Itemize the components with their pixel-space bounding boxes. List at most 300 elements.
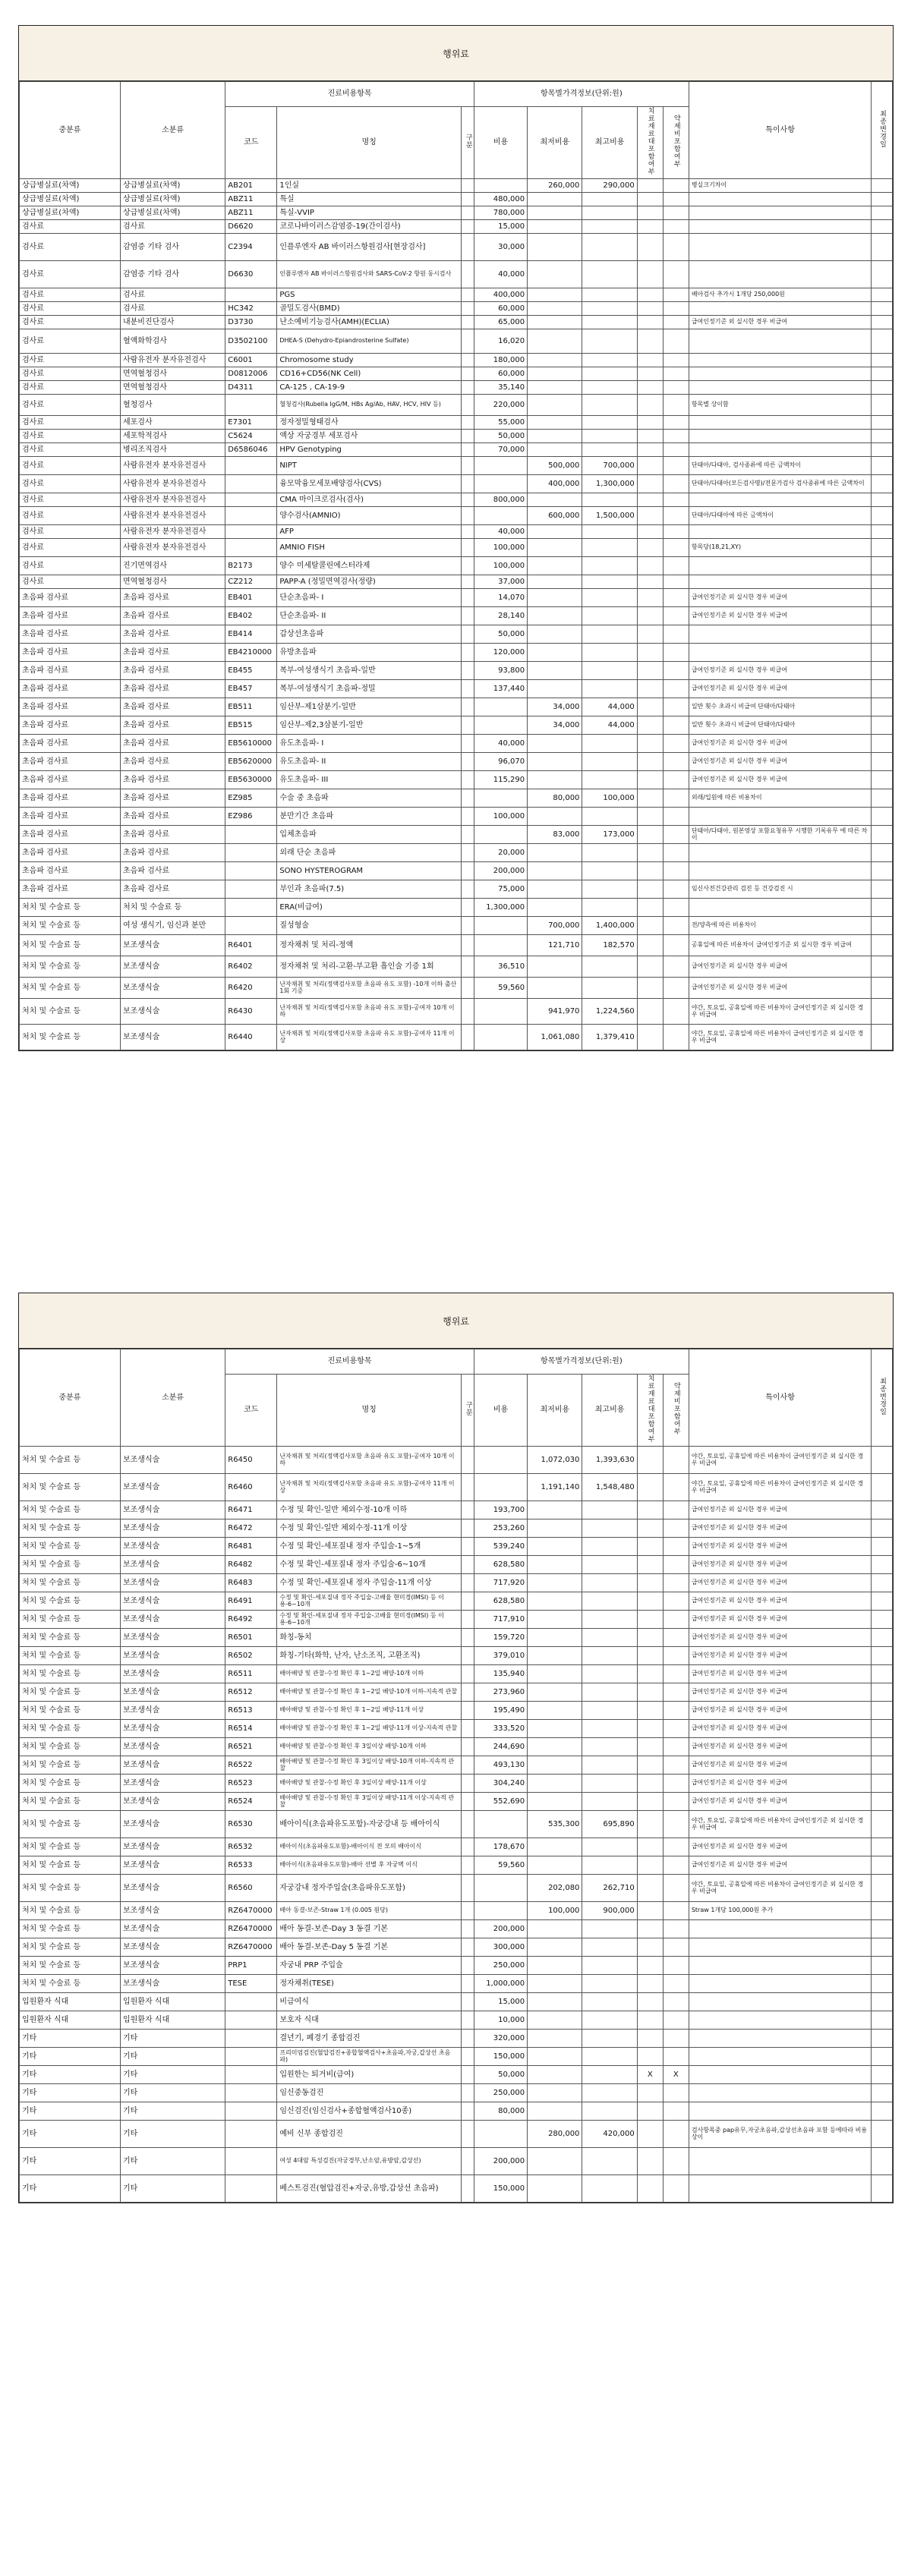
last-change-cell	[872, 1592, 893, 1611]
code-cell	[225, 2148, 277, 2175]
cost-cell: 150,000	[474, 2048, 527, 2066]
treat-incl-cell	[637, 457, 663, 475]
max-cost-cell	[582, 1665, 637, 1683]
max-cost-cell	[582, 844, 637, 862]
header-minor: 소분류	[120, 1349, 225, 1447]
last-change-cell	[872, 1838, 893, 1856]
note-cell: 임신사전건강관리 검진 등 건강검진 시	[689, 880, 871, 899]
max-cost-cell	[582, 771, 637, 789]
header-minor: 소분류	[120, 82, 225, 179]
cost-cell	[474, 1811, 527, 1838]
note-cell: 검사항목중 pap유무,자궁초음파,갑상선초음파 포함 등에따라 비용 상이	[689, 2121, 871, 2148]
note-cell	[689, 354, 871, 367]
major-cell: 초음파 검사료	[20, 607, 121, 625]
cost-cell: 75,000	[474, 880, 527, 899]
major-cell: 상급병실료(차액)	[20, 193, 121, 206]
cost-cell: 1,300,000	[474, 899, 527, 917]
code-cell: EB5610000	[225, 735, 277, 753]
cost-cell	[474, 826, 527, 844]
note-cell	[689, 2011, 871, 2030]
name-cell: 1인실	[277, 179, 462, 193]
max-cost-cell	[582, 443, 637, 457]
drug-incl-cell	[663, 999, 689, 1025]
cost-cell: 220,000	[474, 395, 527, 416]
major-cell: 검사료	[20, 288, 121, 302]
min-cost-cell	[528, 607, 582, 625]
gubun-cell	[461, 1856, 474, 1875]
table-row	[20, 644, 893, 662]
code-cell: CZ212	[225, 575, 277, 589]
drug-incl-cell	[663, 1629, 689, 1647]
treat-incl-cell	[637, 771, 663, 789]
note-cell: 급여인정기준 외 실시한 경우 비급여	[689, 1611, 871, 1629]
max-cost-cell	[582, 644, 637, 662]
note-cell: 공휴일에 따른 비용차이 급여인정기준 외 실시한 경우 비급여	[689, 935, 871, 956]
max-cost-cell	[582, 1501, 637, 1519]
minor-cell: 초음파 검사료	[120, 789, 225, 808]
major-cell: 검사료	[20, 302, 121, 316]
table-row	[20, 525, 893, 539]
cost-cell: 115,290	[474, 771, 527, 789]
table-row	[20, 826, 893, 844]
major-cell: 처치 및 수술료 등	[20, 1519, 121, 1538]
major-cell: 검사료	[20, 493, 121, 507]
last-change-cell	[872, 826, 893, 844]
gubun-cell	[461, 862, 474, 880]
minor-cell: 기타	[120, 2175, 225, 2203]
drug-incl-cell	[663, 899, 689, 917]
cost-cell: 195,490	[474, 1702, 527, 1720]
minor-cell: 보조생식술	[120, 956, 225, 978]
last-change-cell	[872, 1474, 893, 1501]
last-change-cell	[872, 354, 893, 367]
major-cell: 처치 및 수술료 등	[20, 917, 121, 935]
cost-cell: 40,000	[474, 735, 527, 753]
code-cell	[225, 880, 277, 899]
note-cell: 급여인정기준 외 실시한 경우 비급여	[689, 1665, 871, 1683]
note-cell: 야간, 토요일, 공휴일에 따른 비용차이 급여인정기준 외 실시한 경우 비급여	[689, 1447, 871, 1474]
gubun-cell	[461, 1683, 474, 1702]
drug-incl-cell	[663, 1938, 689, 1957]
max-cost-cell	[582, 316, 637, 329]
last-change-cell	[872, 1538, 893, 1556]
drug-incl-cell	[663, 493, 689, 507]
minor-cell: 초음파 검사료	[120, 753, 225, 771]
min-cost-cell	[528, 1775, 582, 1793]
code-cell: RZ6470000	[225, 1920, 277, 1938]
name-cell: 분만기간 초음파	[277, 808, 462, 826]
last-change-cell	[872, 1856, 893, 1875]
gubun-cell	[461, 1025, 474, 1050]
note-cell: 급여인정기준 외 실시한 경우 비급여	[689, 1702, 871, 1720]
code-cell: R6430	[225, 999, 277, 1025]
code-cell: EZ985	[225, 789, 277, 808]
table-row	[20, 302, 893, 316]
code-cell: R6482	[225, 1556, 277, 1574]
major-cell: 처치 및 수술료 등	[20, 1793, 121, 1811]
fee-table-1	[19, 81, 893, 1050]
treat-incl-cell	[637, 899, 663, 917]
minor-cell: 검사료	[120, 302, 225, 316]
note-cell: 급여인정기준 외 실시한 경우 비급여	[689, 1838, 871, 1856]
header-name: 명칭	[277, 1375, 462, 1447]
treat-incl-cell	[637, 644, 663, 662]
note-cell: Straw 1개당 100,000원 추가	[689, 1902, 871, 1920]
table-row	[20, 179, 893, 193]
header-major: 중분류	[20, 82, 121, 179]
code-cell	[225, 1993, 277, 2011]
last-change-cell	[872, 956, 893, 978]
treat-incl-cell	[637, 826, 663, 844]
drug-incl-cell	[663, 1756, 689, 1775]
major-cell: 검사료	[20, 220, 121, 234]
table-row	[20, 557, 893, 575]
treat-incl-cell	[637, 1993, 663, 2011]
major-cell: 처치 및 수술료 등	[20, 1811, 121, 1838]
drug-incl-cell	[663, 443, 689, 457]
table-row	[20, 1683, 893, 1702]
cost-cell: 250,000	[474, 1957, 527, 1975]
treat-incl-cell	[637, 557, 663, 575]
code-cell: C2394	[225, 234, 277, 261]
table-row	[20, 493, 893, 507]
treat-incl-cell	[637, 575, 663, 589]
last-change-cell	[872, 1629, 893, 1647]
treat-incl-cell	[637, 1556, 663, 1574]
minor-cell: 보조생식술	[120, 935, 225, 956]
code-cell: R6471	[225, 1501, 277, 1519]
max-cost-cell	[582, 1702, 637, 1720]
treat-incl-cell	[637, 1501, 663, 1519]
note-cell	[689, 644, 871, 662]
last-change-cell	[872, 753, 893, 771]
treat-incl-cell	[637, 2175, 663, 2203]
major-cell: 검사료	[20, 261, 121, 288]
treat-incl-cell	[637, 1856, 663, 1875]
cost-cell: 50,000	[474, 625, 527, 644]
code-cell	[225, 2048, 277, 2066]
code-cell: R6492	[225, 1611, 277, 1629]
major-cell: 초음파 검사료	[20, 735, 121, 753]
drug-incl-cell	[663, 2084, 689, 2102]
last-change-cell	[872, 1811, 893, 1838]
min-cost-cell	[528, 493, 582, 507]
drug-incl-cell	[663, 575, 689, 589]
min-cost-cell	[528, 880, 582, 899]
code-cell: R6491	[225, 1592, 277, 1611]
gubun-cell	[461, 1993, 474, 2011]
note-cell	[689, 220, 871, 234]
name-cell: 배아 동결-보존-Day 5 동결 기본	[277, 1938, 462, 1957]
max-cost-cell: 1,500,000	[582, 507, 637, 525]
max-cost-cell	[582, 1738, 637, 1756]
minor-cell: 보조생식술	[120, 1902, 225, 1920]
min-cost-cell	[528, 206, 582, 220]
minor-cell: 세포학적검사	[120, 430, 225, 443]
minor-cell: 초음파 검사료	[120, 808, 225, 826]
cost-cell: 200,000	[474, 1920, 527, 1938]
table-row	[20, 1720, 893, 1738]
drug-incl-cell	[663, 1574, 689, 1592]
max-cost-cell	[582, 808, 637, 826]
drug-incl-cell	[663, 2148, 689, 2175]
max-cost-cell	[582, 2011, 637, 2030]
treat-incl-cell	[637, 917, 663, 935]
name-cell: 배아 동결-보존-Straw 1개 (0.005 원당)	[277, 1902, 462, 1920]
note-cell: 급여인정기준 외 실시한 경우 비급여	[689, 1756, 871, 1775]
name-cell: 난자채취 및 처리(정액검사포함 초음파 유도 포함)-공여자 11개 이상	[277, 1474, 462, 1501]
name-cell: 배아이식(초음파유도포함)-배아 선별 후 자궁벽 이식	[277, 1856, 462, 1875]
min-cost-cell: 80,000	[528, 789, 582, 808]
drug-incl-cell	[663, 1702, 689, 1720]
cost-cell: 40,000	[474, 261, 527, 288]
cost-cell: 37,000	[474, 575, 527, 589]
major-cell: 처치 및 수술료 등	[20, 1538, 121, 1556]
table-row	[20, 1647, 893, 1665]
note-cell: 야간, 토요일, 공휴일에 따른 비용차이 급여인정기준 외 실시한 경우 비급여	[689, 1474, 871, 1501]
treat-incl-cell	[637, 753, 663, 771]
treat-incl-cell	[637, 1738, 663, 1756]
max-cost-cell: 420,000	[582, 2121, 637, 2148]
min-cost-cell	[528, 1738, 582, 1756]
drug-incl-cell	[663, 2102, 689, 2121]
table-row	[20, 1902, 893, 1920]
min-cost-cell	[528, 771, 582, 789]
name-cell: 양수검사(AMNIO)	[277, 507, 462, 525]
max-cost-cell	[582, 381, 637, 395]
drug-incl-cell	[663, 1474, 689, 1501]
table-row	[20, 2084, 893, 2102]
table-row	[20, 1756, 893, 1775]
major-cell: 초음파 검사료	[20, 771, 121, 789]
last-change-cell	[872, 999, 893, 1025]
min-cost-cell: 1,191,140	[528, 1474, 582, 1501]
code-cell: R6560	[225, 1875, 277, 1902]
code-cell	[225, 525, 277, 539]
gubun-cell	[461, 899, 474, 917]
cost-cell: 10,000	[474, 2011, 527, 2030]
min-cost-cell	[528, 956, 582, 978]
max-cost-cell	[582, 1756, 637, 1775]
drug-incl-cell	[663, 680, 689, 698]
last-change-cell	[872, 716, 893, 735]
last-change-cell	[872, 2121, 893, 2148]
header-group-price: 항목별가격정보(단위:원)	[474, 1349, 689, 1375]
drug-incl-cell	[663, 2030, 689, 2048]
note-cell: 일반 횟수 초과시 비급여 단태아/다태아	[689, 716, 871, 735]
note-cell: 단태아/다태아(모든검사명)/전문가검사 검사종류에 따른 금액차이	[689, 475, 871, 493]
minor-cell: 보조생식술	[120, 978, 225, 999]
code-cell: R6481	[225, 1538, 277, 1556]
minor-cell: 보조생식술	[120, 1702, 225, 1720]
major-cell: 상급병실료(차액)	[20, 206, 121, 220]
note-cell	[689, 557, 871, 575]
min-cost-cell	[528, 539, 582, 557]
name-cell: 수정 및 확인-세포질내 정자 주입술-1~5개	[277, 1538, 462, 1556]
table-row	[20, 698, 893, 716]
last-change-cell	[872, 1665, 893, 1683]
last-change-cell	[872, 302, 893, 316]
last-change-cell	[872, 575, 893, 589]
treat-incl-cell	[637, 1592, 663, 1611]
minor-cell: 상급병실료(차액)	[120, 179, 225, 193]
minor-cell: 검사료	[120, 220, 225, 234]
table-row	[20, 808, 893, 826]
name-cell: 단순초음파- I	[277, 589, 462, 607]
max-cost-cell	[582, 261, 637, 288]
major-cell: 처치 및 수술료 등	[20, 1647, 121, 1665]
major-cell: 초음파 검사료	[20, 844, 121, 862]
note-cell	[689, 443, 871, 457]
min-cost-cell	[528, 589, 582, 607]
note-cell: 급여인정기준 외 실시한 경우 비급여	[689, 662, 871, 680]
code-cell: R6460	[225, 1474, 277, 1501]
name-cell: 복부-여성생식기 초음파-정밀	[277, 680, 462, 698]
code-cell: EB5630000	[225, 771, 277, 789]
table-row	[20, 193, 893, 206]
name-cell: 정자정밀형태검사	[277, 416, 462, 430]
code-cell: E7301	[225, 416, 277, 430]
note-cell	[689, 367, 871, 381]
major-cell: 초음파 검사료	[20, 789, 121, 808]
max-cost-cell	[582, 193, 637, 206]
gubun-cell	[461, 493, 474, 507]
minor-cell: 초음파 검사료	[120, 698, 225, 716]
min-cost-cell	[528, 443, 582, 457]
code-cell: C6001	[225, 354, 277, 367]
name-cell: SONO HYSTEROGRAM	[277, 862, 462, 880]
treat-incl-cell	[637, 2084, 663, 2102]
last-change-cell	[872, 978, 893, 999]
min-cost-cell	[528, 234, 582, 261]
treat-incl-cell	[637, 395, 663, 416]
gubun-cell	[461, 1447, 474, 1474]
major-cell: 기타	[20, 2048, 121, 2066]
table-row	[20, 753, 893, 771]
major-cell: 검사료	[20, 457, 121, 475]
table-row	[20, 2030, 893, 2048]
drug-incl-cell	[663, 2011, 689, 2030]
minor-cell: 보조생식술	[120, 1838, 225, 1856]
table-row	[20, 662, 893, 680]
code-cell: R6522	[225, 1756, 277, 1775]
max-cost-cell	[582, 680, 637, 698]
major-cell: 검사료	[20, 234, 121, 261]
table-row	[20, 935, 893, 956]
gubun-cell	[461, 575, 474, 589]
code-cell: HC342	[225, 302, 277, 316]
major-cell: 검사료	[20, 507, 121, 525]
cost-cell: 552,690	[474, 1793, 527, 1811]
table-row	[20, 261, 893, 288]
code-cell: R6524	[225, 1793, 277, 1811]
name-cell: 유방초음파	[277, 644, 462, 662]
treat-incl-cell	[637, 698, 663, 716]
max-cost-cell	[582, 557, 637, 575]
drug-incl-cell	[663, 771, 689, 789]
name-cell: 임산부-제2,3삼분기-일반	[277, 716, 462, 735]
drug-incl-cell	[663, 354, 689, 367]
min-cost-cell: 280,000	[528, 2121, 582, 2148]
drug-incl-cell	[663, 316, 689, 329]
major-cell: 검사료	[20, 430, 121, 443]
code-cell: R6513	[225, 1702, 277, 1720]
note-cell: 급여인정기준 외 실시한 경우 비급여	[689, 735, 871, 753]
minor-cell: 면역혈청검사	[120, 367, 225, 381]
name-cell: 특실-VVIP	[277, 206, 462, 220]
gubun-cell	[461, 1738, 474, 1756]
name-cell: 화칭-기타(화학, 난자, 난소조직, 고환조직)	[277, 1647, 462, 1665]
cost-cell: 333,520	[474, 1720, 527, 1738]
minor-cell: 보조생식술	[120, 1957, 225, 1975]
min-cost-cell	[528, 2148, 582, 2175]
treat-incl-cell	[637, 329, 663, 354]
treat-incl-cell	[637, 1683, 663, 1702]
major-cell: 기타	[20, 2148, 121, 2175]
min-cost-cell	[528, 316, 582, 329]
min-cost-cell: 121,710	[528, 935, 582, 956]
gubun-cell	[461, 2148, 474, 2175]
gubun-cell	[461, 789, 474, 808]
last-change-cell	[872, 1702, 893, 1720]
major-cell: 기타	[20, 2066, 121, 2084]
treat-incl-cell	[637, 589, 663, 607]
minor-cell: 사람유전자 분자유전검사	[120, 507, 225, 525]
minor-cell: 기타	[120, 2121, 225, 2148]
header-treat-incl: 치료재료대포함여부	[637, 1375, 663, 1447]
drug-incl-cell	[663, 607, 689, 625]
cost-cell: 320,000	[474, 2030, 527, 2048]
code-cell: EB414	[225, 625, 277, 644]
cost-cell: 15,000	[474, 220, 527, 234]
cost-cell: 50,000	[474, 430, 527, 443]
min-cost-cell: 1,061,080	[528, 1025, 582, 1050]
code-cell	[225, 2121, 277, 2148]
drug-incl-cell	[663, 288, 689, 302]
code-cell: R6501	[225, 1629, 277, 1647]
code-cell: EB402	[225, 607, 277, 625]
table-row	[20, 1775, 893, 1793]
last-change-cell	[872, 2175, 893, 2203]
max-cost-cell	[582, 575, 637, 589]
minor-cell: 기타	[120, 2030, 225, 2048]
gubun-cell	[461, 844, 474, 862]
cost-cell	[474, 1902, 527, 1920]
cost-cell: 273,960	[474, 1683, 527, 1702]
drug-incl-cell	[663, 625, 689, 644]
code-cell: RZ6470000	[225, 1902, 277, 1920]
cost-cell	[474, 475, 527, 493]
name-cell: NIPT	[277, 457, 462, 475]
major-cell: 초음파 검사료	[20, 808, 121, 826]
treat-incl-cell	[637, 789, 663, 808]
last-change-cell	[872, 1938, 893, 1957]
name-cell: 임신검진(임신검사+종합혈액검사10종)	[277, 2102, 462, 2121]
name-cell: CD16+CD56(NK Cell)	[277, 367, 462, 381]
treat-incl-cell	[637, 956, 663, 978]
drug-incl-cell	[663, 179, 689, 193]
minor-cell: 보조생식술	[120, 1447, 225, 1474]
drug-incl-cell	[663, 2175, 689, 2203]
treat-incl-cell	[637, 680, 663, 698]
treat-incl-cell	[637, 1793, 663, 1811]
code-cell: R6420	[225, 978, 277, 999]
treat-incl-cell	[637, 2148, 663, 2175]
cost-cell: 100,000	[474, 808, 527, 826]
major-cell: 처치 및 수술료 등	[20, 1957, 121, 1975]
code-cell	[225, 2084, 277, 2102]
name-cell: 난자채취 및 처리(정액검사포함 초음파 유도 포함)-공여자 10개 이하	[277, 999, 462, 1025]
